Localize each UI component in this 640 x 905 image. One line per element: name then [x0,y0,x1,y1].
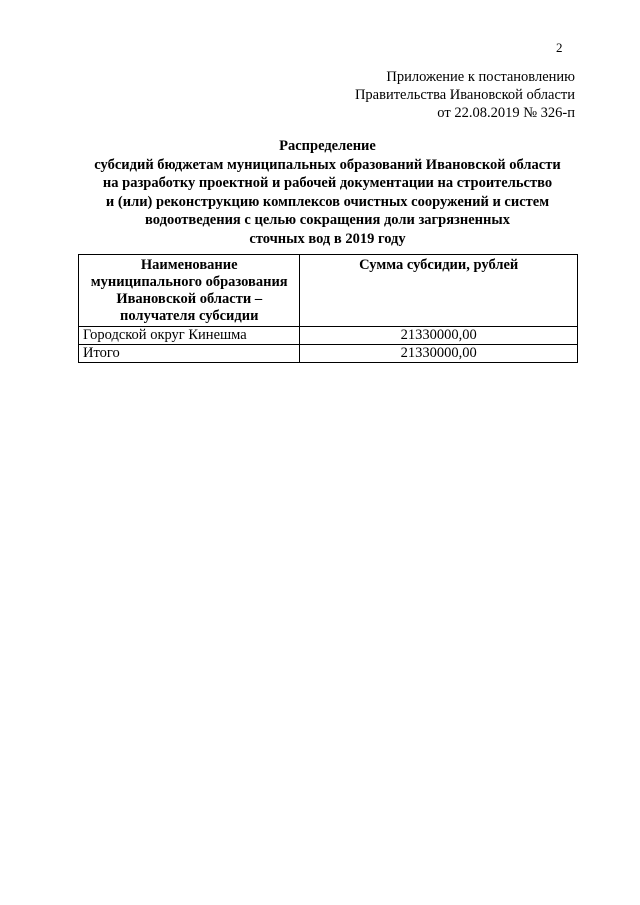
total-amount-cell: 21330000,00 [300,345,578,363]
appendix-reference [355,68,575,122]
page-number: 2 [556,40,563,55]
subsidy-amount-cell: 21330000,00 [300,327,578,345]
header-line: муниципального образования [90,274,288,290]
table-header-row [79,255,578,327]
table-row [79,327,578,345]
header-municipality [79,255,300,327]
table-row-total [79,345,578,363]
total-label-cell: Итого [79,345,300,363]
appendix-line: Правительства Ивановской области [354,87,575,103]
header-line: Наименование [140,257,238,273]
appendix-line: Приложение к постановлению [386,69,575,85]
document-title [70,137,585,248]
title-line: Распределение [279,138,376,154]
title-line: на разработку проектной и рабочей документации на строительство [102,175,553,191]
header-subsidy-amount: Сумма субсидии, рублей [300,255,578,327]
title-line: сточных вод в 2019 году [249,230,406,247]
subsidy-distribution-table [78,254,578,363]
title-line: субсидий бюджетам муниципальных образований Ивановской области [94,156,561,173]
header-line: получателя субсидии [120,308,259,324]
title-line: водоотведения с целью сокращения доли загрязненных [145,212,510,228]
municipality-cell: Городской округ Кинешма [79,327,300,345]
title-line: и (или) реконструкцию комплексов очистных сооружений и систем [105,193,550,210]
appendix-line: от 22.08.2019 № 326-п [437,105,575,121]
header-line: Ивановской области – [116,291,263,307]
